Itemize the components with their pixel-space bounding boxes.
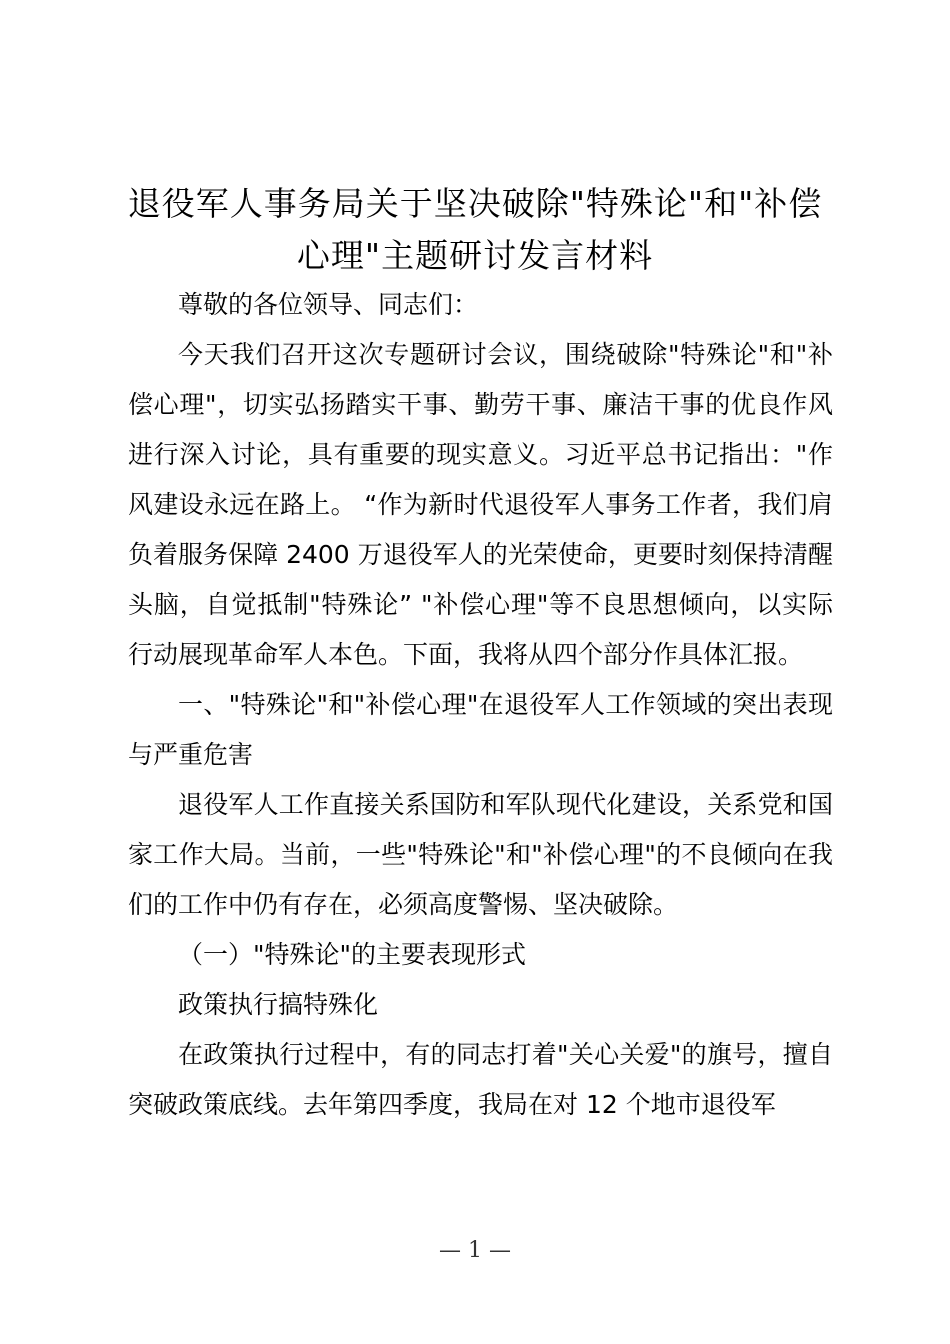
subsection-item-heading: 政策执行搞特殊化 [178,990,379,1019]
document-title: 退役军人事务局关于坚决破除"特殊论"和"补偿心理"主题研讨发言材料 [127,184,823,275]
subsection-paragraph: 在政策执行过程中，有的同志打着"关心关爱"的旗号，擅自突破政策底线。去年第四季度，我局在对 12 个地市退役军 [128,1040,833,1119]
section-heading-1: 一、"特殊论"和"补偿心理"在退役军人工作领域的突出表现与严重危害 [128,690,833,769]
subsection-heading-1: （一）"特殊论"的主要表现形式 [178,940,526,969]
intro-paragraph: 今天我们召开这次专题研讨会议，围绕破除"特殊论"和"补偿心理"，切实弘扬踏实干事、勤劳干事、廉洁干事的优良作风进行深入讨论，具有重要的现实意义。习近平总书记指出："作风建设永远在路上。 “作为新时代退役军人事务工作者，我们肩负着服务保障 2400 万退役军人的光荣使命，更要时刻保持清醒头脑，自觉抵制"特殊论” "补偿心理"等不良思想倾向，以实际行动展现革命军人本色。下面，我将从四个部分作具体汇报。 [128,340,833,669]
document-body [128,280,833,1130]
page-number: — 1 — [439,1238,511,1263]
section-1-paragraph: 退役军人工作直接关系国防和军队现代化建设，关系党和国家工作大局。当前，一些"特殊论"和"补偿心理"的不良倾向在我们的工作中仍有存在，必须高度警惕、坚决破除。 [128,790,833,919]
salutation-paragraph: 尊敬的各位领导、同志们： [178,290,479,319]
